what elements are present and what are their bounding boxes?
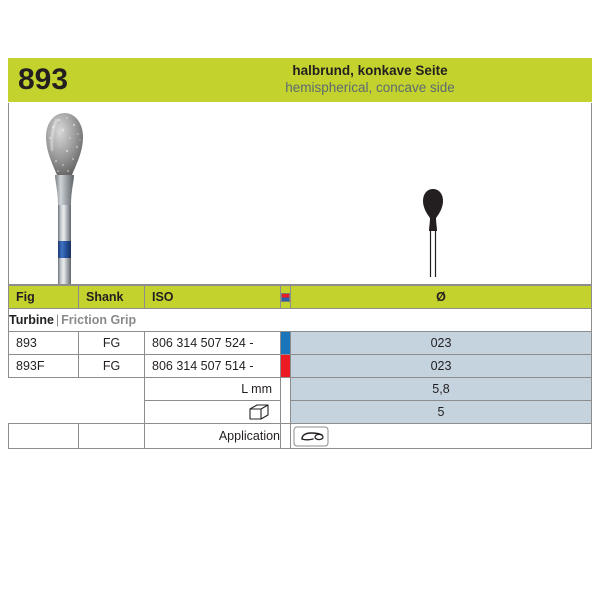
product-name-block xyxy=(194,58,592,102)
column-header-diameter: Ø xyxy=(291,286,592,309)
product-image-area xyxy=(8,103,592,285)
spacer-cell xyxy=(281,424,291,449)
spacer-cell xyxy=(79,401,145,424)
group-separator: | xyxy=(55,313,60,327)
box-icon xyxy=(248,403,270,421)
spacer-cell xyxy=(281,401,291,424)
box-icon-wrap xyxy=(145,403,272,421)
application-icon-wrap xyxy=(291,424,591,448)
cell-fig: 893 xyxy=(9,332,79,355)
spacer-cell xyxy=(9,378,79,401)
column-header-iso: ISO xyxy=(145,286,281,309)
spec-label-quantity xyxy=(145,401,281,424)
group-subtitle: Friction Grip xyxy=(61,313,137,327)
cell-diameter: 023 xyxy=(291,332,592,355)
spacer-cell xyxy=(281,378,291,401)
table-header-row xyxy=(9,286,592,309)
product-code: 893 xyxy=(18,63,69,96)
column-header-color xyxy=(281,286,291,309)
product-sheet xyxy=(8,58,592,449)
spec-row-length xyxy=(9,378,592,401)
spec-row-quantity xyxy=(9,401,592,424)
spec-value-quantity: 5 xyxy=(291,401,592,424)
bur-photo xyxy=(39,105,109,285)
cell-fig: 893F xyxy=(9,355,79,378)
cell-shank: FG xyxy=(79,332,145,355)
product-code-block xyxy=(8,58,194,102)
color-swatch-icon xyxy=(281,293,290,302)
table-row xyxy=(9,355,592,378)
column-header-shank: Shank xyxy=(79,286,145,309)
application-label: Application xyxy=(145,424,281,449)
table-group-row xyxy=(9,309,592,332)
cell-color-swatch-blue xyxy=(281,332,291,355)
bur-outline-diagram xyxy=(413,187,453,279)
product-name-en: hemispherical, concave side xyxy=(285,80,455,95)
header-band xyxy=(8,58,592,103)
spacer-cell xyxy=(79,378,145,401)
product-name-de: halbrund, konkave Seite xyxy=(292,63,448,79)
group-label-cell xyxy=(9,309,592,332)
cell-iso: 806 314 507 524 - xyxy=(145,332,281,355)
table-row xyxy=(9,332,592,355)
cell-shank: FG xyxy=(79,355,145,378)
handpiece-icon xyxy=(293,424,329,448)
spacer-cell xyxy=(9,424,79,449)
specifications-table xyxy=(8,285,592,449)
application-row xyxy=(9,424,592,449)
application-icon-cell xyxy=(291,424,592,449)
spec-label-length: L mm xyxy=(145,378,281,401)
spec-value-length: 5,8 xyxy=(291,378,592,401)
group-title: Turbine xyxy=(9,313,54,327)
cell-color-swatch-red xyxy=(281,355,291,378)
spacer-cell xyxy=(79,424,145,449)
cell-diameter: 023 xyxy=(291,355,592,378)
cell-iso: 806 314 507 514 - xyxy=(145,355,281,378)
image-area-divider xyxy=(9,284,591,285)
spacer-cell xyxy=(9,401,79,424)
column-header-fig: Fig xyxy=(9,286,79,309)
